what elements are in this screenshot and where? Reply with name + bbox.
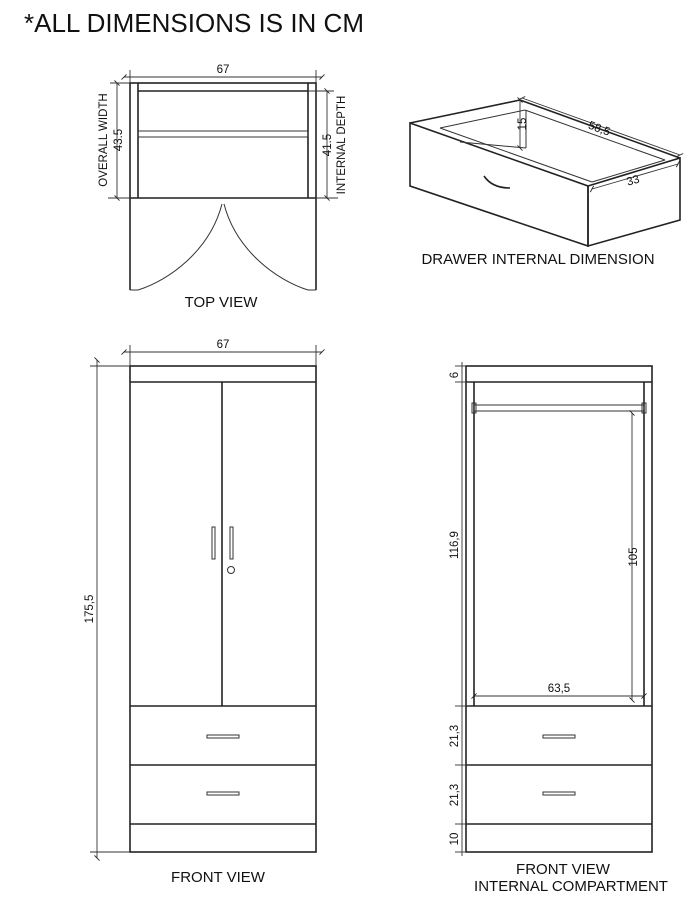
drawer1-height-value: 21,3: [449, 724, 461, 748]
rail-height-value: 105: [628, 547, 640, 567]
drawer-handle-2: [207, 792, 239, 795]
lock-icon: [228, 567, 235, 574]
internal-view: [449, 362, 668, 895]
compartment-width-value: 63,5: [547, 683, 571, 695]
drawer-side: [588, 158, 680, 246]
front-width-value: 67: [216, 339, 230, 351]
top-width-value: 67: [216, 64, 230, 76]
front-height-value: 175,5: [84, 594, 96, 624]
drawer2-height-value: 21,3: [449, 783, 461, 807]
drawer-handle: [484, 176, 510, 188]
top-overall-width-label: OVERALL WIDTH: [98, 93, 110, 187]
top-view-rail: [138, 131, 308, 137]
right-door-handle: [230, 527, 233, 559]
internal-drawer-handle-1: [543, 735, 575, 738]
drawer-height-value: 15: [517, 117, 529, 131]
top-internal-depth-value: 41.5: [322, 133, 334, 157]
drawer-depth-value: 33: [625, 173, 641, 189]
internal-outline: [466, 366, 652, 852]
drawer-width-value: 58,5: [586, 119, 612, 139]
top-view-caption: TOP VIEW: [184, 294, 258, 311]
drawer-handle-1: [207, 735, 239, 738]
top-view-outline: [130, 83, 316, 198]
front-outline: [130, 366, 316, 852]
internal-drawer-handle-2: [543, 792, 575, 795]
right-door-swing: [224, 204, 308, 290]
internal-caption-line2: INTERNAL COMPARTMENT: [474, 878, 668, 895]
front-view-caption: FRONT VIEW: [171, 869, 265, 886]
compartment-height-value: 116,9: [449, 531, 461, 559]
front-view: [84, 339, 322, 886]
top-view: [98, 64, 348, 311]
top-internal-depth-label: INTERNAL DEPTH: [336, 95, 348, 195]
drawer-view: [410, 98, 680, 268]
page-title: *ALL DIMENSIONS IS IN CM: [24, 8, 364, 38]
drawer-front: [410, 123, 588, 246]
left-door-handle: [212, 527, 215, 559]
top-panel-value: 6: [449, 371, 461, 379]
top-overall-width-value: 43.5: [113, 128, 125, 152]
drawer-caption: DRAWER INTERNAL DIMENSION: [421, 251, 655, 268]
base-height-value: 10: [449, 832, 461, 846]
internal-rail: [474, 405, 644, 411]
left-door-swing: [138, 204, 222, 290]
internal-caption-line1: FRONT VIEW: [516, 861, 610, 878]
